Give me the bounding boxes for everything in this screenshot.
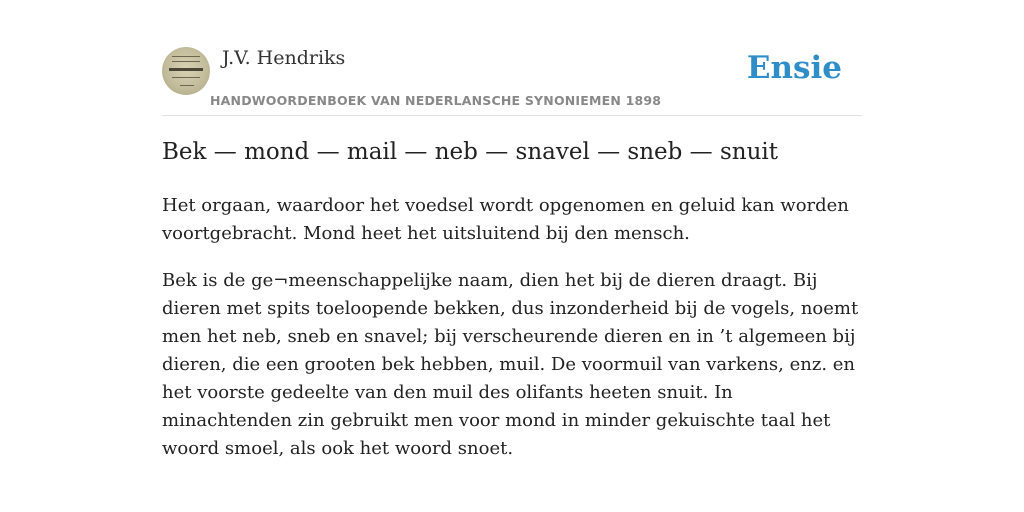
author-name[interactable]: J.V. Hendriks [222,47,346,69]
cover-line [172,56,200,57]
entry-title: Bek — mond — mail — neb — snavel — sneb — snuit [162,139,779,165]
cover-line [172,77,200,78]
entry-paragraph: Bek is de ge¬meenschappelijke naam, dien het bij de dieren draagt. Bij dieren met spits toeloopende bekken, dus inzonderheid bij de vogels, noemt men het neb, sneb en snavel; bij verscheurende dieren en in ’t algemeen bij dieren, die een grooten bek hebben, muil. De voormuil van varkens, enz. en het voorste gedeelte van den muil des olifants heeten snuit. In minachtenden zin gebruikt men voor mond in minder gekuischte taal het woord smoel, als ook het woord snoet. [162,270,859,459]
cover-line [180,85,194,86]
source-title[interactable]: HANDWOORDENBOEK VAN NEDERLANSCHE SYNONIEMEN 1898 [210,93,662,108]
page-header [162,45,862,116]
entry-paragraph: Het orgaan, waardoor het voedsel wordt opgenomen en geluid kan worden voortgebracht. Mond heet het uitsluitend bij den mensch. [162,195,849,244]
cover-title-band [169,68,203,71]
entry-body [162,192,862,482]
brand-logo[interactable]: Ensie [746,50,842,86]
book-cover-icon[interactable] [162,47,210,95]
cover-line [172,61,200,62]
